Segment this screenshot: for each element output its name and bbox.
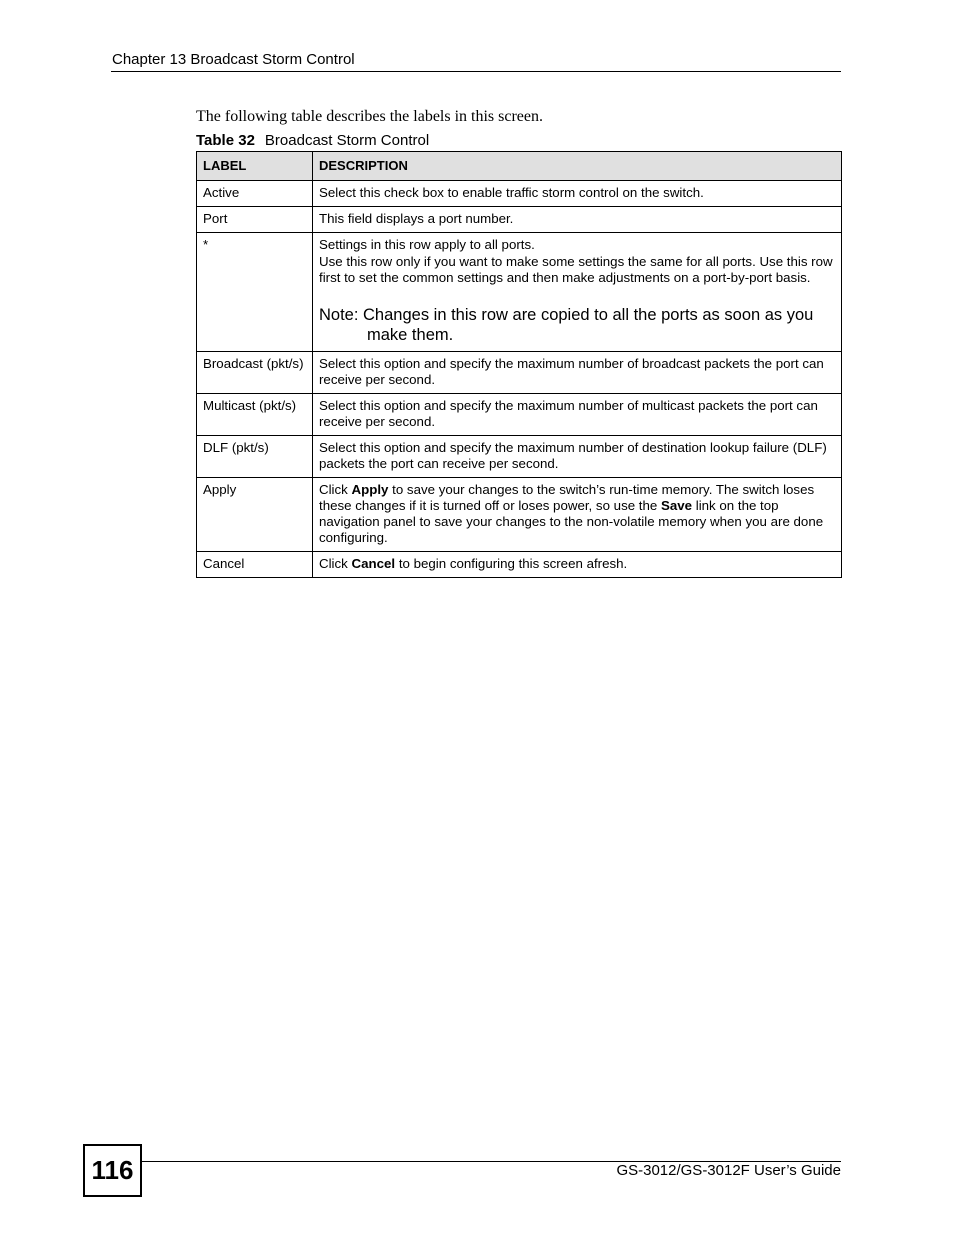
- table-row: [197, 207, 842, 233]
- apply-term: Apply: [351, 482, 389, 497]
- description-text: Click: [319, 556, 352, 571]
- row-label: Active: [197, 181, 313, 207]
- table-row: [197, 394, 842, 436]
- row-description: This field displays a port number.: [313, 207, 842, 233]
- row-description: Select this option and specify the maximum number of broadcast packets the port can receive per second.: [313, 352, 842, 394]
- row-description: Select this option and specify the maximum number of multicast packets the port can receive per second.: [313, 394, 842, 436]
- row-label: Apply: [197, 478, 313, 552]
- table-row: [197, 233, 842, 352]
- table-row: [197, 436, 842, 478]
- row-description-line: Settings in this row apply to all ports.: [319, 237, 535, 252]
- description-text: to save your changes to the switch’s run-time memory. The switch loses these changes if it is turned off or loses power, so use the: [319, 482, 815, 513]
- cancel-term: Cancel: [351, 556, 396, 571]
- header-rule: [111, 71, 841, 72]
- table-caption: [196, 132, 429, 150]
- row-description: [313, 552, 842, 578]
- save-term: Save: [660, 498, 693, 513]
- table-row: [197, 181, 842, 207]
- row-note: Note: Changes in this row are copied to all the ports as soon as you make them.: [319, 306, 814, 344]
- row-description: [313, 233, 842, 352]
- table-row: [197, 352, 842, 394]
- table-row: [197, 552, 842, 578]
- row-label: Cancel: [197, 552, 313, 578]
- row-description-line: Use this row only if you want to make some settings the same for all ports. Use this row first to set the common settings and then make adjustments on a port-by-port basis.: [319, 254, 833, 285]
- row-label: Broadcast (pkt/s): [197, 352, 313, 394]
- chapter-header: Chapter 13 Broadcast Storm Control: [112, 51, 355, 68]
- description-text: link on the top navigation panel to save your changes to the non-volatile memory when you are done configuring.: [319, 498, 824, 545]
- table-header-row: [197, 152, 842, 181]
- row-description: Select this option and specify the maximum number of destination lookup failure (DLF) packets the port can receive per second.: [313, 436, 842, 478]
- table-row: [197, 478, 842, 552]
- description-text: Click: [319, 482, 352, 497]
- row-label: DLF (pkt/s): [197, 436, 313, 478]
- header-description: DESCRIPTION: [313, 152, 842, 181]
- page-number: 116: [83, 1144, 142, 1197]
- table-caption-number: Table 32: [196, 132, 255, 149]
- row-description: [313, 478, 842, 552]
- intro-text: The following table describes the labels in this screen.: [196, 108, 544, 125]
- label-description-table: [196, 151, 842, 578]
- row-description: Select this check box to enable traffic storm control on the switch.: [313, 181, 842, 207]
- header-label: LABEL: [197, 152, 313, 181]
- description-text: to begin configuring this screen afresh.: [395, 556, 628, 571]
- row-label: Multicast (pkt/s): [197, 394, 313, 436]
- table-caption-title: Broadcast Storm Control: [264, 132, 430, 149]
- row-label: *: [197, 233, 313, 352]
- guide-title: GS-3012/GS-3012F User’s Guide: [616, 1162, 841, 1179]
- row-label: Port: [197, 207, 313, 233]
